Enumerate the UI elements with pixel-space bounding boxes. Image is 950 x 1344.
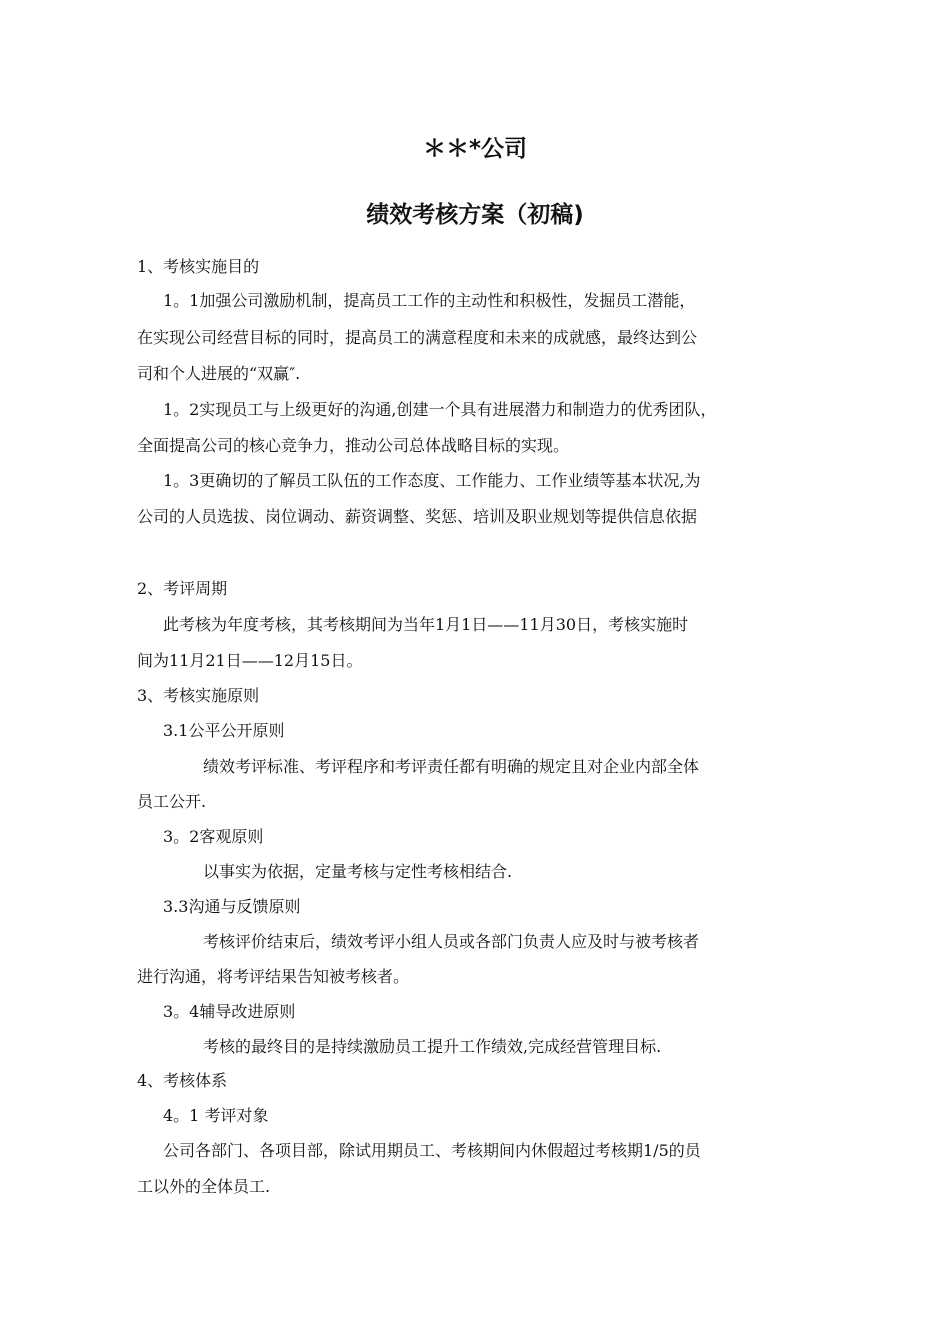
paragraph-line: 员工公开.: [137, 792, 207, 811]
paragraph-line: 公司各部门、各项目部，除试用期员工、考核期间内休假超过考核期1/5的员: [163, 1141, 701, 1160]
subsection-heading: 3.1公平公开原则: [163, 721, 285, 740]
section-heading: 2、考评周期: [137, 579, 228, 598]
paragraph-line: 考核评价结束后，绩效考评小组人员或各部门负责人应及时与被考核者: [203, 932, 700, 951]
paragraph-line: 绩效考评标准、考评程序和考评责任都有明确的规定且对企业内部全体: [203, 757, 700, 776]
paragraph-line: 考核的最终目的是持续激励员工提升工作绩效,完成经营管理目标.: [203, 1037, 662, 1056]
paragraph-line: 以事实为依据，定量考核与定性考核相结合.: [203, 862, 513, 881]
paragraph-line: 间为11月21日——12月15日。: [137, 651, 363, 670]
subsection-heading: 3。4辅导改进原则: [163, 1002, 296, 1021]
paragraph-line: 1。3更确切的了解员工队伍的工作态度、工作能力、工作业绩等基本状况,为: [163, 471, 701, 490]
section-heading: 4、考核体系: [137, 1071, 228, 1090]
subsection-heading: 3.3沟通与反馈原则: [163, 897, 301, 916]
paragraph-line: 全面提高公司的核心竞争力，推动公司总体战略目标的实现。: [137, 436, 570, 455]
section-heading: 3、考核实施原则: [137, 686, 260, 705]
paragraph-line: 1。1加强公司激励机制，提高员工工作的主动性和积极性，发掘员工潜能，: [163, 291, 696, 310]
paragraph-line: 此考核为年度考核，其考核期间为当年1月1日——11月30日，考核实施时: [163, 615, 689, 634]
paragraph-line: 进行沟通，将考评结果告知被考核者。: [137, 967, 410, 986]
subsection-heading: 4。1 考评对象: [163, 1106, 269, 1125]
section-heading: 1、考核实施目的: [137, 257, 260, 276]
paragraph-line: 公司的人员选拔、岗位调动、薪资调整、奖惩、培训及职业规划等提供信息依据: [137, 507, 698, 526]
paragraph-line: 司和个人进展的“双赢″.: [137, 364, 301, 383]
paragraph-line: 1。2实现员工与上级更好的沟通,创建一个具有进展潜力和制造力的优秀团队，: [163, 400, 717, 419]
paragraph-line: 在实现公司经营目标的同时，提高员工的满意程度和未来的成就感，最终达到公: [137, 328, 698, 347]
paragraph-line: 工以外的全体员工.: [137, 1177, 271, 1196]
document-subtitle: 绩效考核方案（初稿): [366, 202, 584, 228]
subsection-heading: 3。2客观原则: [163, 827, 264, 846]
company-title: ＊＊*公司: [422, 136, 528, 162]
